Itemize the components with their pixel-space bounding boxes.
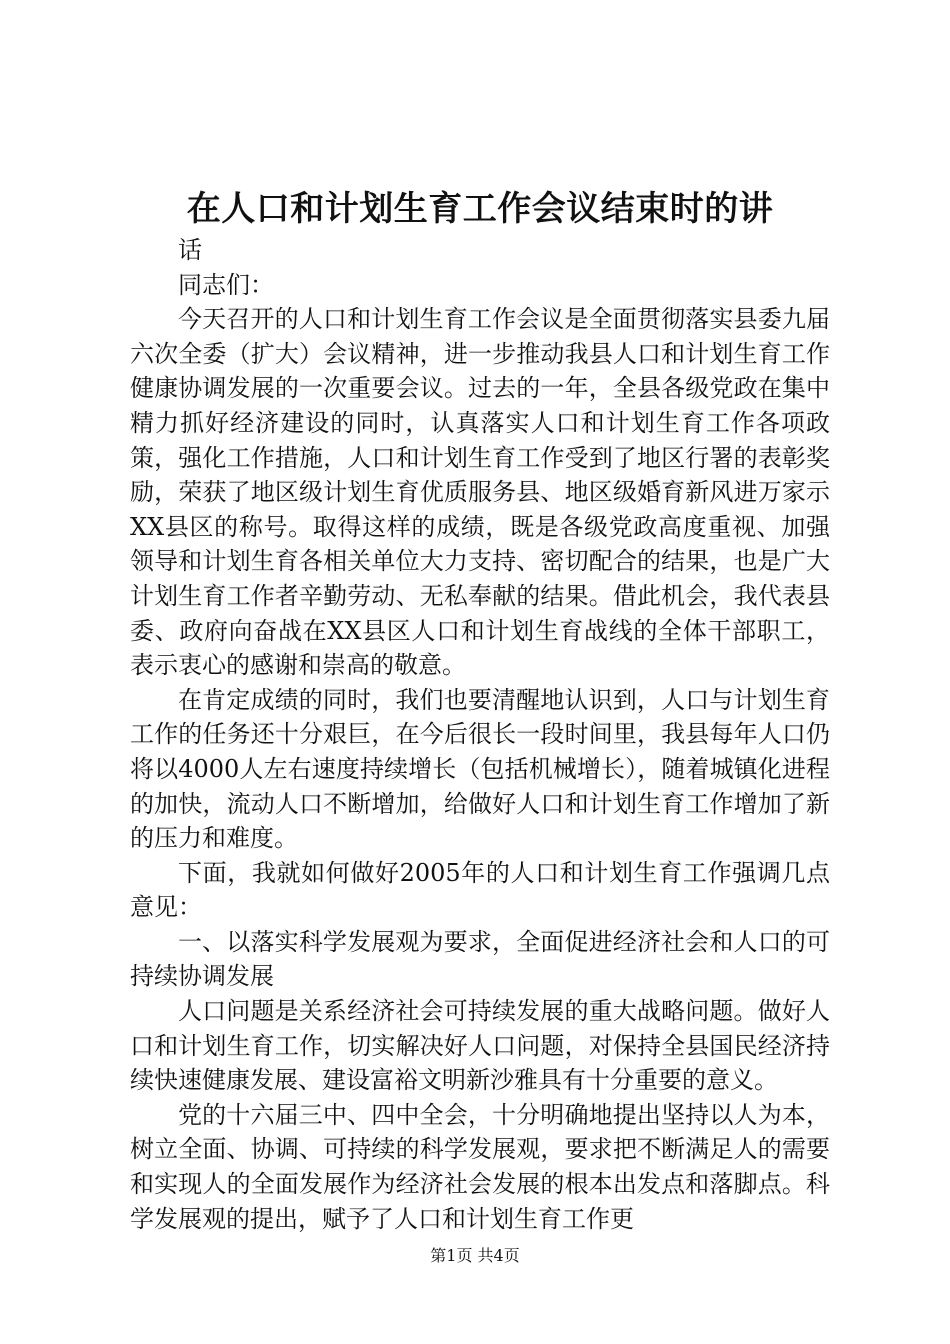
paragraph-salutation: 同志们： [178,270,274,299]
paragraph-title-continuation: 话 [178,236,202,264]
document-body [130,233,830,1236]
paragraph: 下面，我就如何做好2005年的人口和计划生育工作强调几点意见： [130,858,830,922]
paragraph: 党的十六届三中、四中全会，十分明确地提出坚持以人为本，树立全面、协调、可持续的科学发展观，要求把不断满足人的需要和实现人的全面发展作为经济社会发展的根本出发点和落脚点。科学发展观的提出，赋予了人口和计划生育工作更 [130,1100,830,1233]
paragraph: 在肯定成绩的同时，我们也要清醒地认识到，人口与计划生育工作的任务还十分艰巨，在今后很长一段时间里，我县每年人口仍将以4000人左右速度持续增长（包括机械增长），随着城镇化进程的加快，流动人口不断增加，给做好人口和计划生育工作增加了新的压力和难度。 [130,685,830,853]
paragraph: 人口问题是关系经济社会可持续发展的重大战略问题。做好人口和计划生育工作，切实解决好人口问题，对保持全县国民经济持续快速健康发展、建设富裕文明新沙雅具有十分重要的意义。 [130,997,830,1095]
page-number-footer: 第1页 共4页 [430,1246,520,1265]
paragraph: 今天召开的人口和计划生育工作会议是全面贯彻落实县委九届六次全委（扩大）会议精神，进一步推动我县人口和计划生育工作健康协调发展的一次重要会议。过去的一年，全县各级党政在集中精力抓好经济建设的同时，认真落实人口和计划生育工作各项政策，强化工作措施，人口和计划生育工作受到了地区行署的表彰奖励，荣获了地区级计划生育优质服务县、地区级婚育新风进万家示XX县区的称号。取得这样的成绩，既是各级党政高度重视、加强领导和计划生育各相关单位大力支持、密切配合的结果，也是广大计划生育工作者辛勤劳动、无私奉献的结果。借此机会，我代表县委、政府向奋战在XX县区人口和计划生育战线的全体干部职工，表示衷心的感谢和崇高的敬意。 [130,305,830,680]
document-title: 在人口和计划生育工作会议结束时的讲 [186,189,774,229]
section-heading: 一、以落实科学发展观为要求，全面促进经济社会和人口的可持续协调发展 [130,927,830,991]
